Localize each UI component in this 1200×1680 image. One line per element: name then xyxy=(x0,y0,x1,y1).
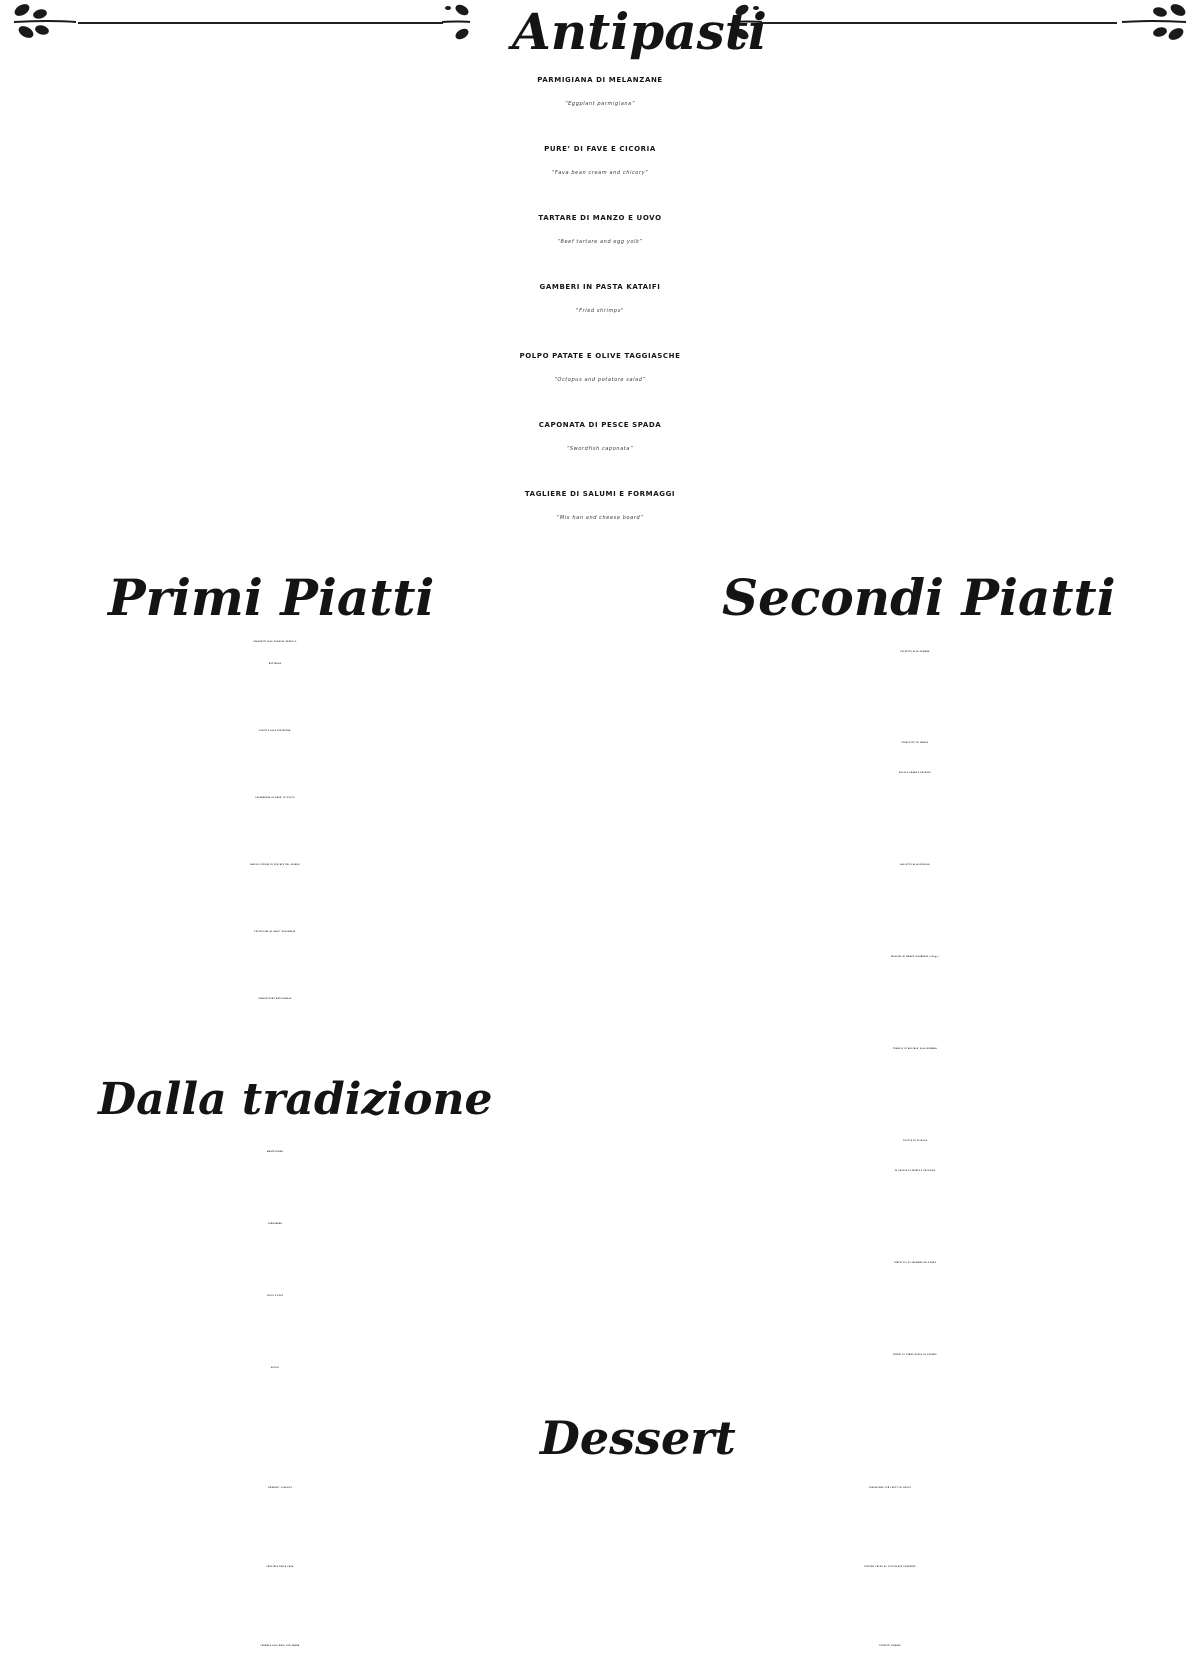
dish-name: CROSTATA DELLA CASA xyxy=(266,1567,294,1568)
dish-description xyxy=(0,743,550,765)
dish-name: CRUMBLE ALLE MELE CON PANNA xyxy=(260,1646,300,1647)
dish-name: STRACCETTI DI MANZO xyxy=(901,743,929,744)
heading-antipasti: Antipasti xyxy=(512,2,767,61)
menu-item xyxy=(200,206,1000,254)
dish-name: POLPO PATATE E OLIVE TAGGIASCHE xyxy=(519,352,681,360)
menu-item xyxy=(630,638,1200,698)
dish-description xyxy=(610,1658,1170,1680)
dish-description xyxy=(0,1236,550,1258)
dish-name-line2: BOTTARGA xyxy=(268,664,282,665)
dish-description xyxy=(610,1579,1170,1601)
menu-item xyxy=(0,1214,550,1280)
dish-description: “Beef tartare and egg yolk” xyxy=(557,239,643,245)
menu-item xyxy=(0,1557,560,1601)
dish-name: CHEESECAKE CON FRUTTI DI BOSCO xyxy=(868,1488,912,1489)
dish-name: CACIO E PEPE xyxy=(266,1296,284,1297)
dish-description-line2 xyxy=(630,819,1200,849)
dish-name: GALLETTO ALLA DIAVOLA xyxy=(900,865,930,866)
heading-secondi-piatti: Secondi Piatti xyxy=(722,568,1116,627)
dish-description: "Fried shrimps" xyxy=(576,308,624,314)
dish-description xyxy=(0,1579,560,1601)
dish-name: GRICIA xyxy=(270,1368,280,1369)
top-rule-right xyxy=(762,22,1117,24)
menu-item xyxy=(0,721,550,765)
dish-name: TARTARE DI MANZO E UOVO xyxy=(538,214,662,222)
top-rule-left xyxy=(78,22,443,24)
dish-name: CALAMARATA AL RAGU’ DI POLPO xyxy=(255,798,295,799)
dish-description xyxy=(0,1658,560,1680)
menu-item xyxy=(610,1478,1170,1522)
dish-description xyxy=(630,789,1200,819)
dish-name: CARBONARA xyxy=(267,1224,283,1225)
dish-name: POLPETTE ALLA ROMANA xyxy=(900,652,930,653)
dish-name: CARTOCCIO DI SALMONE ALLE ERBE xyxy=(893,1263,937,1264)
dish-description-line2 xyxy=(0,1330,550,1352)
menu-item xyxy=(0,1636,560,1680)
menu-item xyxy=(200,275,1000,323)
dish-description: “Mix han and cheese board” xyxy=(556,515,644,521)
dish-name: TOZZETTI ROMANI xyxy=(879,1646,901,1647)
dish-description: “Swordfish caponata” xyxy=(566,446,634,452)
dish-description: “Fava bean cream and chicory” xyxy=(551,170,649,176)
menu-item xyxy=(0,632,550,698)
center-left-ornament-icon xyxy=(440,0,478,46)
dish-description: ”Octopus and potatore salad” xyxy=(554,377,646,383)
dish-name: SPAGHETTI ALLE VONGOLE VERACI E xyxy=(253,642,297,643)
dish-name: TATAKI DI TONNO ROSSO AL SESAMO xyxy=(893,1355,937,1356)
menu-item xyxy=(200,68,1000,116)
menu-item xyxy=(0,1358,550,1402)
menu-item xyxy=(610,1636,1170,1680)
dish-name: AMATRICIANA xyxy=(266,1152,284,1153)
dish-name: TAGLIATA DI MANZO IRLANDESE (250gr.) xyxy=(890,957,940,958)
dish-name: PURE’ DI FAVE E CICORIA xyxy=(544,145,656,153)
dish-name: TIRAMISU' CLASSICO xyxy=(267,1488,293,1489)
heading-dessert: Dessert xyxy=(540,1411,736,1465)
dish-description xyxy=(630,1065,1200,1095)
dish-description-line2 xyxy=(0,1258,550,1280)
menu-item xyxy=(0,1142,550,1208)
dish-description xyxy=(630,1279,1200,1309)
menu-item xyxy=(630,1341,1200,1401)
menu-item xyxy=(0,1478,560,1522)
heading-dalla-tradizione: Dalla tradizione xyxy=(98,1074,493,1125)
menu-item xyxy=(200,137,1000,185)
dish-description xyxy=(0,1308,550,1330)
menu-item xyxy=(630,1127,1200,1217)
dish-description xyxy=(610,1500,1170,1522)
dish-name: RAVIOLI RIPIENI DI PESCATO DEL GIORNO xyxy=(250,865,300,866)
dish-description xyxy=(630,881,1200,911)
dish-description xyxy=(630,973,1200,1003)
menu-item xyxy=(630,943,1200,1003)
dish-name: GAMBERI IN PASTA KATAIFI xyxy=(539,283,661,291)
dish-name: TAGLIERE DI SALUMI E FORMAGGI xyxy=(524,490,676,498)
menu-item xyxy=(200,413,1000,461)
dish-description xyxy=(0,1500,560,1522)
right-ornament-icon xyxy=(1120,0,1190,46)
dish-description xyxy=(0,810,550,832)
menu-item xyxy=(0,1286,550,1352)
dish-description-line2 xyxy=(0,966,550,988)
menu-item xyxy=(630,851,1200,911)
dish-description xyxy=(0,676,550,698)
dish-name: CAPONATA DI PESCE SPADA xyxy=(538,421,662,429)
menu-item xyxy=(0,788,550,832)
dish-description xyxy=(0,1011,550,1033)
menu-item xyxy=(630,1249,1200,1309)
dish-description: “Eggplant parmigiana” xyxy=(564,101,636,107)
menu-item xyxy=(200,344,1000,392)
heading-primi-piatti: Primi Piatti xyxy=(108,568,435,627)
dish-name: SPAGHETTONE ARTIGIANALE xyxy=(258,999,292,1000)
dish-description xyxy=(0,1380,550,1402)
dish-description xyxy=(0,944,550,966)
dish-name-line2: RUCOLA GRANA E PACHINO xyxy=(899,773,931,774)
dish-description xyxy=(0,877,550,899)
menu-item xyxy=(0,989,550,1055)
menu-item xyxy=(0,855,550,921)
menu-item xyxy=(630,729,1200,849)
dish-name: RISOTTO ALLA PESCATORA xyxy=(259,731,291,732)
menu-item xyxy=(610,1557,1170,1601)
dish-description-line2 xyxy=(0,1033,550,1055)
dish-description-line2 xyxy=(0,899,550,921)
dish-name: PARMIGIANA DI MELANZANE xyxy=(537,76,663,84)
dish-name-line2: IN CROSTA DI PATATE E ZUCCHINE xyxy=(894,1171,936,1172)
dish-name: FETTUCCINE AL RAGU’ BOLOGNESE xyxy=(254,932,296,933)
dish-name: FILETTO DI SPIGOLA xyxy=(902,1141,928,1142)
menu-item xyxy=(630,1035,1200,1095)
dish-description xyxy=(630,1187,1200,1217)
left-ornament-icon xyxy=(10,0,80,46)
dish-description-line2 xyxy=(0,1186,550,1208)
dish-description xyxy=(0,1164,550,1186)
dish-description xyxy=(630,668,1200,698)
dish-name: TORTINO CALDO AL CIOCCOLATO FONDENTE xyxy=(864,1567,916,1568)
dish-name: TRANCIO DI BACCALA’ ALLA ROMANA xyxy=(893,1049,937,1050)
menu-item xyxy=(200,482,1000,530)
dish-description xyxy=(630,1371,1200,1401)
menu-item xyxy=(0,922,550,988)
